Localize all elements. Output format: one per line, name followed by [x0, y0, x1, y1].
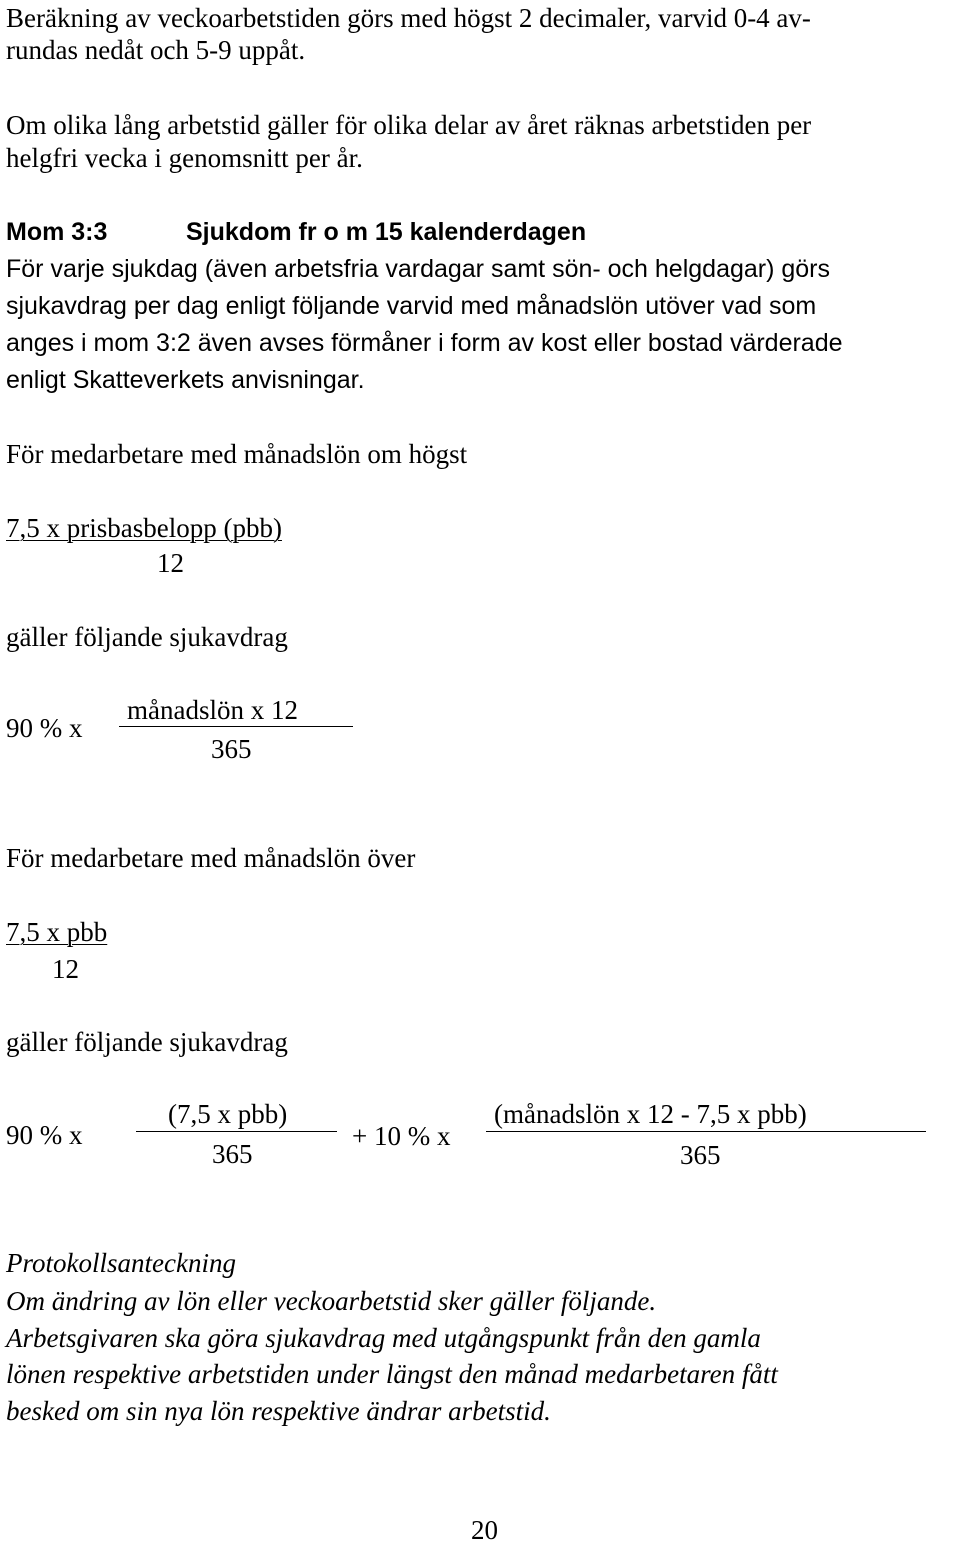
section-body-line-4: enligt Skatteverkets anvisningar. — [6, 366, 365, 394]
case2-threshold-denominator: 12 — [52, 954, 79, 984]
intro-line-1: Beräkning av veckoarbetstiden görs med högst 2 decimaler, varvid 0-4 av- — [6, 3, 811, 33]
case2-formula-mid: + 10 % x — [352, 1121, 451, 1151]
case2-formula-b-denominator: 365 — [680, 1140, 721, 1170]
case2-threshold-numerator: 7,5 x pbb — [6, 917, 108, 947]
note-line-4: besked om sin nya lön respektive ändrar arbetstid. — [6, 1396, 551, 1426]
case1-fraction-line — [119, 726, 353, 727]
note-line-1: Om ändring av lön eller veckoarbetstid sker gäller följande. — [6, 1286, 657, 1316]
section-body-line-2: sjukavdrag per dag enligt följande varvid med månadslön utöver vad som — [6, 292, 817, 320]
case2-intro: För medarbetare med månadslön över — [6, 843, 416, 873]
section-title: Sjukdom fr o m 15 kalenderdagen — [186, 218, 587, 246]
note-heading: Protokollsanteckning — [6, 1248, 236, 1278]
note-line-2: Arbetsgivaren ska göra sjukavdrag med utgångspunkt från den gamla — [6, 1323, 761, 1353]
case2-fraction-a-line — [136, 1131, 337, 1132]
note-line-3: lönen respektive arbetstiden under längst den månad medarbetaren fått — [6, 1359, 778, 1389]
case2-formula-a-denominator: 365 — [212, 1139, 253, 1169]
intro-line-2: rundas nedåt och 5-9 uppåt. — [6, 35, 306, 65]
section-body-line-3: anges i mom 3:2 även avses förmåner i form av kost eller bostad värderade — [6, 329, 843, 357]
case1-threshold-denominator: 12 — [157, 548, 184, 578]
case1-formula-numerator: månadslön x 12 — [127, 695, 298, 725]
page-number: 20 — [471, 1515, 498, 1545]
case2-formula-prefix: 90 % x — [6, 1120, 83, 1150]
case1-applies: gäller följande sjukavdrag — [6, 622, 288, 652]
case2-applies: gäller följande sjukavdrag — [6, 1027, 288, 1057]
case1-threshold-numerator: 7,5 x prisbasbelopp (pbb) — [6, 513, 282, 543]
case1-formula-prefix: 90 % x — [6, 713, 83, 743]
case2-formula-a-numerator: (7,5 x pbb) — [168, 1099, 288, 1129]
case2-formula-b-numerator: (månadslön x 12 - 7,5 x pbb) — [494, 1099, 807, 1129]
intro-line-3: Om olika lång arbetstid gäller för olika delar av året räknas arbetstiden per — [6, 110, 812, 140]
case1-formula-denominator: 365 — [211, 734, 252, 764]
section-body-line-1: För varje sjukdag (även arbetsfria vardagar samt sön- och helgdagar) görs — [6, 255, 831, 283]
section-number: Mom 3:3 — [6, 218, 108, 246]
case1-intro: För medarbetare med månadslön om högst — [6, 439, 468, 469]
case2-fraction-b-line — [486, 1131, 926, 1132]
intro-line-4: helgfri vecka i genomsnitt per år. — [6, 143, 363, 173]
